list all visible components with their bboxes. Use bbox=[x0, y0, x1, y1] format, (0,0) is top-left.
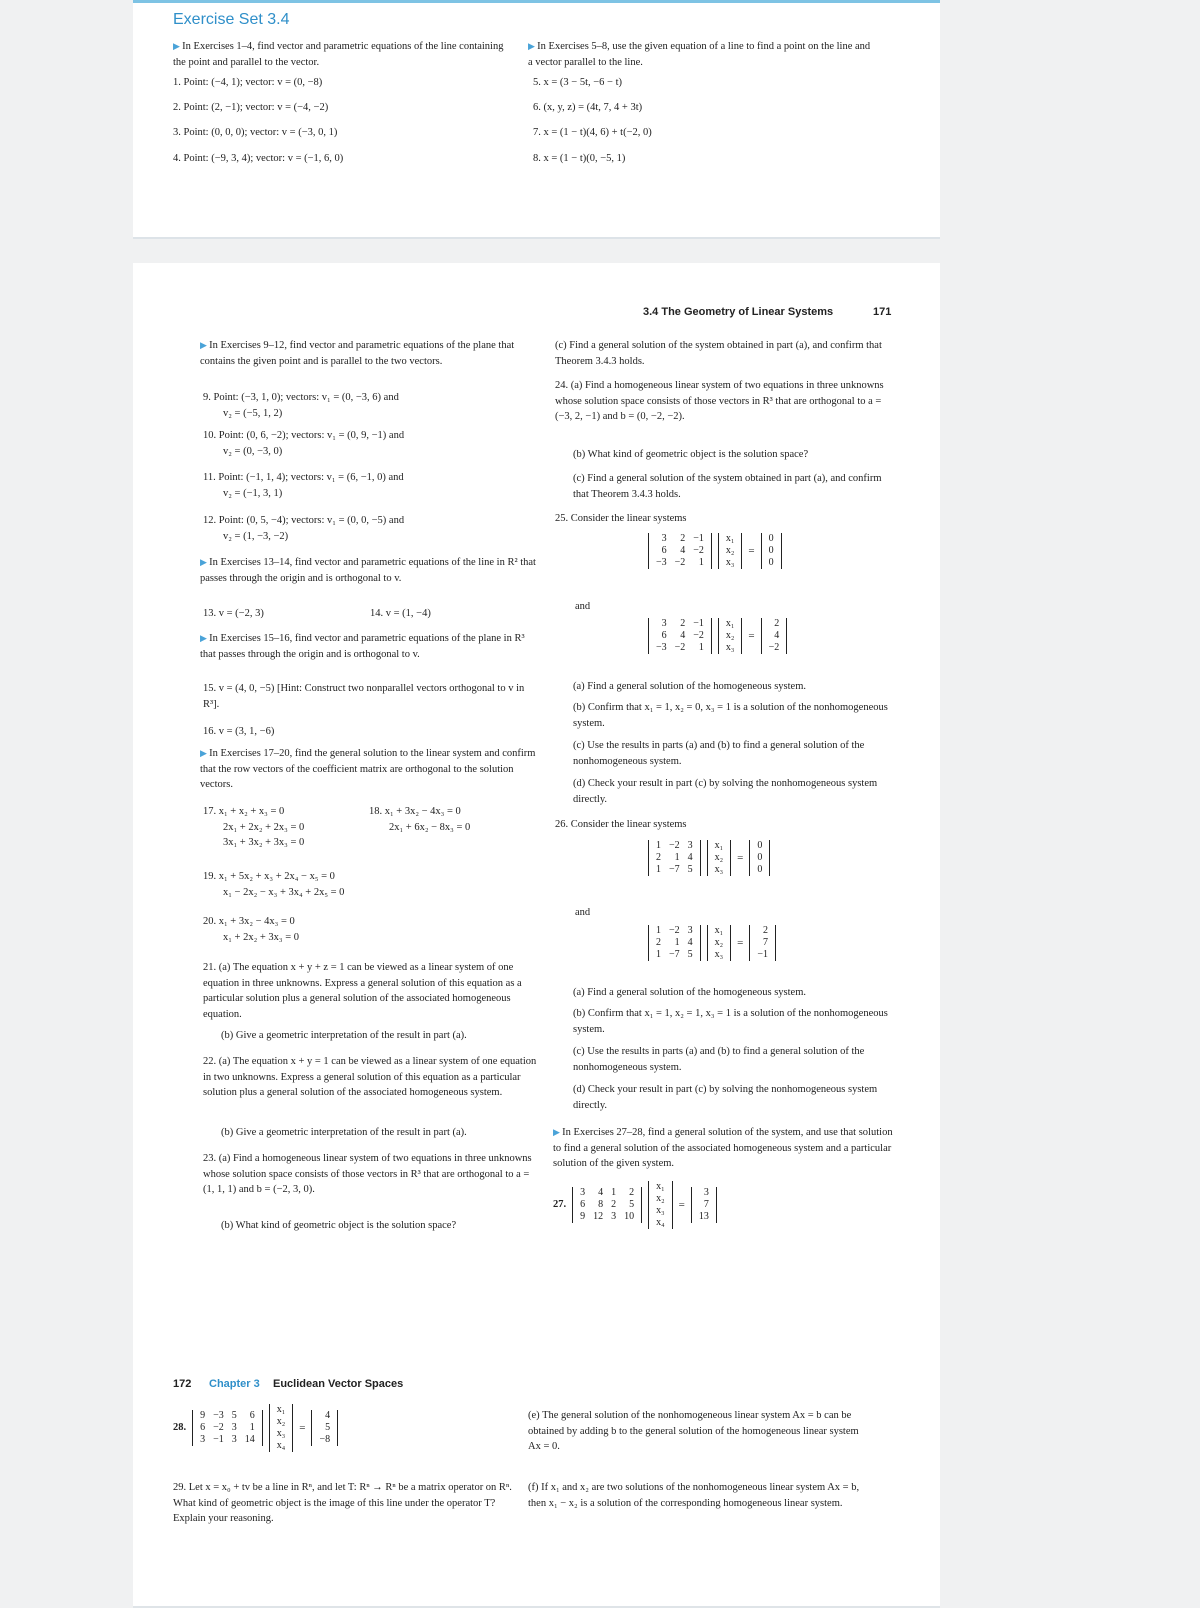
exercise-3: 3. Point: (0, 0, 0); vector: v = (−3, 0, 1) bbox=[173, 127, 338, 138]
triangle-icon: ▶ bbox=[200, 557, 210, 567]
vector-zero bbox=[749, 840, 770, 876]
matrix-entry: 9 bbox=[200, 1410, 206, 1421]
matrix-entry: 3 bbox=[661, 533, 667, 544]
matrix-entry: x₂ bbox=[656, 1193, 665, 1204]
matrix-entry: 2 bbox=[656, 937, 661, 948]
section-title: Exercise Set 3.4 bbox=[173, 11, 290, 28]
matrix-entry: −1 bbox=[757, 949, 768, 960]
exercise-23b: (b) What kind of geometric object is the solution space? bbox=[221, 1220, 457, 1231]
matrix-A bbox=[648, 533, 712, 569]
vector-x bbox=[718, 533, 743, 569]
matrix-entry: −2 bbox=[674, 557, 686, 568]
matrix-entry: 5 bbox=[325, 1422, 331, 1433]
matrix-entry: x₁ bbox=[714, 925, 724, 936]
matrix-entry: 5 bbox=[231, 1410, 237, 1421]
exercise-25d: (d) Check your result in part (c) by solving the nonhomogeneous system directly. bbox=[573, 778, 878, 805]
exercise-24b: (b) What kind of geometric object is the solution space? bbox=[573, 449, 809, 460]
vector-x bbox=[707, 925, 732, 961]
intro-27-28: ▶ In Exercises 27–28, find a general solution of the system, and use that solution to find a general solution of the associated homogeneous system and a particular solution of the given system. bbox=[553, 1127, 893, 1169]
exercise-26d: (d) Check your result in part (c) by solving the nonhomogeneous system directly. bbox=[573, 1084, 878, 1111]
exercise-26a: (a) Find a general solution of the homogeneous system. bbox=[573, 987, 806, 998]
matrix-entry: −3 bbox=[656, 557, 667, 568]
matrix-entry: 0 bbox=[768, 557, 774, 568]
exercise-12: 12. Point: (0, 5, −4); vectors: v₁ = (0, 0, −5) and v₂ = (1, −3, −2) bbox=[203, 515, 405, 542]
exercise-29: 29. Let x = x₀ + tv be a line in Rⁿ, and let T: Rⁿ → Rⁿ be a matrix operator on Rⁿ. What kind of geometric object is the image of this line under the operator T? Explain your reasoning. bbox=[173, 1482, 512, 1524]
matrix-entry: 4 bbox=[687, 937, 693, 948]
matrix-entry: 0 bbox=[757, 864, 763, 875]
matrix-entry: 7 bbox=[763, 937, 768, 948]
running-header: 3.4 The Geometry of Linear Systems bbox=[643, 306, 834, 318]
exercise-26c: (c) Use the results in parts (a) and (b) to find a general solution of the nonhomogeneous system. bbox=[573, 1046, 865, 1073]
matrix-A bbox=[192, 1410, 263, 1446]
matrix-entry: x₁ bbox=[725, 533, 735, 544]
matrix-entry: −7 bbox=[669, 949, 680, 960]
matrix-entry: 6 bbox=[249, 1410, 255, 1421]
matrix-entry: 1 bbox=[656, 840, 661, 851]
matrix-entry: x₁ bbox=[725, 618, 735, 629]
exercise-1: 1. Point: (−4, 1); vector: v = (0, −8) bbox=[173, 77, 323, 88]
exercise-15: 15. v = (4, 0, −5) [Hint: Construct two nonparallel vectors orthogonal to v in R³]. bbox=[203, 683, 525, 710]
exercise-19: 19. x₁ + 5x₂ + x₃ + 2x₄ − x₅ = 0 x₁ − 2x₂ − x₃ + 3x₄ + 2x₅ = 0 bbox=[203, 871, 345, 898]
matrix-entry: 1 bbox=[656, 864, 661, 875]
matrix-entry: 3 bbox=[611, 1211, 617, 1222]
exercise-21b: (b) Give a geometric interpretation of the result in part (a). bbox=[221, 1030, 467, 1041]
matrix-entry: 3 bbox=[703, 1187, 709, 1198]
vector-b bbox=[761, 618, 788, 654]
matrix-entry: x₃ bbox=[276, 1428, 286, 1439]
matrix-entry: x₃ bbox=[725, 642, 735, 653]
exercise-8: 8. x = (1 − t)(0, −5, 1) bbox=[533, 153, 626, 164]
matrix-entry: 3 bbox=[687, 840, 693, 851]
matrix-entry: x₂ bbox=[725, 630, 735, 641]
exercise-22a: 22. (a) The equation x + y = 1 can be viewed as a linear system of one equation in two unknowns. Express a general solution of this equation as a particular solution plus a general solution of the associated homogeneous system. bbox=[203, 1056, 537, 1098]
exercise-5: 5. x = (3 − 5t, −6 − t) bbox=[533, 77, 623, 88]
vector-x bbox=[648, 1181, 673, 1229]
system-26-nonhomogeneous: 1 −2 3 2 1 4 1 −7 5 x₁ x₂ x₃ = 2 7 −1 bbox=[648, 925, 776, 961]
matrix-entry: 2 bbox=[680, 533, 686, 544]
vector-b bbox=[749, 925, 776, 961]
page-172 bbox=[133, 1360, 940, 1553]
exercise-24a: 24. (a) Find a homogeneous linear system of two equations in three unknowns whose solution space consists of those vectors in R³ that are orthogonal to a = (−3, 2, −1) and b = (0, −2, −2). bbox=[555, 380, 884, 422]
matrix-A bbox=[648, 840, 701, 876]
matrix-entry: x₄ bbox=[656, 1217, 665, 1228]
matrix-entry: −1 bbox=[213, 1434, 224, 1445]
matrix-entry: 1 bbox=[674, 937, 680, 948]
matrix-entry: 4 bbox=[774, 630, 780, 641]
page-number: 171 bbox=[873, 306, 892, 318]
exercise-f: (f) If x₁ and x₂ are two solutions of the nonhomogeneous linear system Ax = b, then x₁ − x₂ is a solution of the corresponding homogeneous linear system. bbox=[528, 1482, 860, 1509]
intro-9-12: ▶ In Exercises 9–12, find vector and parametric equations of the plane that contains the given point and is parallel to the two vectors. bbox=[200, 340, 515, 367]
matrix-entry: −2 bbox=[669, 840, 680, 851]
matrix-entry: 9 bbox=[580, 1211, 586, 1222]
vector-x bbox=[269, 1404, 294, 1452]
matrix-entry: 3 bbox=[580, 1187, 586, 1198]
triangle-icon: ▶ bbox=[200, 340, 210, 350]
exercise-24c: (c) Find a general solution of the system obtained in part (a), and confirm that Theorem 3.4.3 holds. bbox=[573, 473, 882, 500]
matrix-entry: 6 bbox=[200, 1422, 206, 1433]
exercise-26b: (b) Confirm that x₁ = 1, x₂ = 1, x₃ = 1 is a solution of the nonhomogeneous system. bbox=[573, 1008, 888, 1035]
exercise-7: 7. x = (1 − t)(4, 6) + t(−2, 0) bbox=[533, 127, 652, 138]
matrix-entry: 0 bbox=[768, 533, 774, 544]
matrix-entry: −1 bbox=[693, 533, 704, 544]
matrix-entry: 4 bbox=[680, 630, 686, 641]
matrix-entry: 0 bbox=[768, 545, 774, 556]
exercise-25c: (c) Use the results in parts (a) and (b) to find a general solution of the nonhomogeneous system. bbox=[573, 740, 865, 767]
intro-5-8: ▶ In Exercises 5–8, use the given equation of a line to find a point on the line and a vector parallel to the line. bbox=[528, 41, 871, 68]
triangle-icon: ▶ bbox=[200, 633, 210, 643]
matrix-entry: 0 bbox=[757, 840, 763, 851]
chapter-label: Chapter 3 bbox=[209, 1378, 260, 1390]
matrix-entry: x₃ bbox=[714, 949, 724, 960]
matrix-entry: −3 bbox=[656, 642, 667, 653]
matrix-entry: 14 bbox=[244, 1434, 255, 1445]
matrix-entry: x₂ bbox=[714, 852, 724, 863]
page-exercise-set-top bbox=[133, 0, 940, 239]
matrix-entry: 5 bbox=[687, 864, 693, 875]
intro-17-20: ▶ In Exercises 17–20, find the general solution to the linear system and confirm that the row vectors of the coefficient matrix are orthogonal to the solution vectors. bbox=[200, 748, 536, 790]
matrix-entry: 4 bbox=[687, 852, 693, 863]
exercise-16: 16. v = (3, 1, −6) bbox=[203, 726, 275, 737]
intro-1-4: ▶ In Exercises 1–4, find vector and parametric equations of the line containing the point and parallel to the vector. bbox=[173, 41, 504, 68]
exercise-2: 2. Point: (2, −1); vector: v = (−4, −2) bbox=[173, 102, 329, 113]
matrix-entry: 1 bbox=[249, 1422, 255, 1433]
and-label: and bbox=[575, 601, 591, 612]
matrix-entry: 3 bbox=[687, 925, 693, 936]
matrix-entry: −8 bbox=[319, 1434, 331, 1445]
matrix-entry: x₄ bbox=[276, 1440, 286, 1451]
exercise-21a: 21. (a) The equation x + y + z = 1 can be viewed as a linear system of one equation in three unknowns. Express a general solution of this equation as a particular solution plus a general solution of the associated homogeneous equation. bbox=[203, 962, 522, 1020]
matrix-entry: −2 bbox=[674, 642, 686, 653]
matrix-entry: x₂ bbox=[725, 545, 735, 556]
exercise-20: 20. x₁ + 3x₂ − 4x₃ = 0 x₁ + 2x₂ + 3x₃ = 0 bbox=[203, 916, 299, 943]
exercise-11: 11. Point: (−1, 1, 4); vectors: v₁ = (6, −1, 0) and v₂ = (−1, 3, 1) bbox=[203, 472, 404, 499]
matrix-entry: 4 bbox=[598, 1187, 604, 1198]
matrix-A bbox=[648, 925, 701, 961]
matrix-entry: x₁ bbox=[714, 840, 724, 851]
matrix-entry: 5 bbox=[629, 1199, 635, 1210]
triangle-icon: ▶ bbox=[173, 41, 183, 51]
exercise-e: (e) The general solution of the nonhomogeneous linear system Ax = b can be obtained by adding b to the general solution of the homogeneous linear system Ax = 0. bbox=[528, 1410, 859, 1452]
matrix-entry: 1 bbox=[698, 557, 704, 568]
matrix-entry: 3 bbox=[200, 1434, 206, 1445]
exercise-17: 17. x₁ + x₂ + x₃ = 0 2x₁ + 2x₂ + 2x₃ = 0 3x₁ + 3x₂ + 3x₃ = 0 bbox=[203, 806, 305, 848]
system-27: 27. 3 4 1 2 6 8 2 5 9 12 3 10 x₁ x₂ x₃ x₄ = 3 7 13 bbox=[553, 1181, 717, 1229]
vector-x bbox=[718, 618, 743, 654]
chapter-title: Euclidean Vector Spaces bbox=[273, 1378, 404, 1390]
matrix-entry: x₃ bbox=[714, 864, 724, 875]
matrix-A bbox=[648, 618, 712, 654]
matrix-entry: 6 bbox=[580, 1199, 586, 1210]
system-28: 28. 9 −3 5 6 6 −2 3 1 3 −1 3 14 x₁ x₂ x₃ x₄ = 4 5 −8 bbox=[173, 1404, 338, 1452]
matrix-entry: x₁ bbox=[656, 1181, 665, 1192]
vector-x bbox=[707, 840, 732, 876]
matrix-entry: −2 bbox=[693, 545, 704, 556]
matrix-entry: 1 bbox=[611, 1187, 617, 1198]
matrix-entry: 1 bbox=[656, 949, 661, 960]
exercise-18: 18. x₁ + 3x₂ − 4x₃ = 0 2x₁ + 6x₂ − 8x₃ = 0 bbox=[369, 806, 471, 833]
vector-b bbox=[311, 1410, 338, 1446]
matrix-entry: 1 bbox=[656, 925, 661, 936]
matrix-entry: −2 bbox=[669, 925, 680, 936]
triangle-icon: ▶ bbox=[528, 41, 538, 51]
system-25-homogeneous: 3 2 −1 6 4 −2 −3 −2 1 x₁ x₂ x₃ = 0 0 0 bbox=[648, 533, 782, 569]
exercise-10: 10. Point: (0, 6, −2); vectors: v₁ = (0, 9, −1) and v₂ = (0, −3, 0) bbox=[203, 430, 405, 457]
matrix-entry: 1 bbox=[674, 852, 680, 863]
matrix-entry: x₂ bbox=[276, 1416, 286, 1427]
matrix-entry: 13 bbox=[698, 1211, 709, 1222]
exercise-26: 26. Consider the linear systems bbox=[555, 819, 687, 830]
matrix-entry: 4 bbox=[325, 1410, 331, 1421]
and-label: and bbox=[575, 907, 591, 918]
matrix-entry: x₁ bbox=[276, 1404, 286, 1415]
system-25-nonhomogeneous: 3 2 −1 6 4 −2 −3 −2 1 x₁ x₂ x₃ = 2 4 −2 bbox=[648, 618, 787, 654]
matrix-entry: 1 bbox=[698, 642, 704, 653]
intro-15-16: ▶ In Exercises 15–16, find vector and parametric equations of the plane in R³ that passes through the origin and is orthogonal to v. bbox=[200, 633, 525, 660]
intro-13-14: ▶ In Exercises 13–14, find vector and parametric equations of the line in R² that passes through the origin and is orthogonal to v. bbox=[200, 557, 536, 584]
vector-zero bbox=[761, 533, 782, 569]
matrix-entry: 7 bbox=[703, 1199, 709, 1210]
exercise-14: 14. v = (1, −4) bbox=[370, 608, 431, 619]
exercise-23c: (c) Find a general solution of the system obtained in part (a), and confirm that Theorem 3.4.3 holds. bbox=[555, 340, 882, 367]
matrix-entry: 8 bbox=[598, 1199, 604, 1210]
vector-b bbox=[691, 1187, 717, 1223]
matrix-entry: −2 bbox=[693, 630, 704, 641]
matrix-entry: −7 bbox=[669, 864, 680, 875]
exercise-23a: 23. (a) Find a homogeneous linear system of two equations in three unknowns whose solution space consists of those vectors in R³ that are orthogonal to a = (1, 1, 1) and b = (−2, 3, 0). bbox=[203, 1153, 532, 1195]
matrix-entry: 6 bbox=[661, 545, 667, 556]
matrix-entry: 2 bbox=[611, 1199, 617, 1210]
matrix-entry: x₃ bbox=[656, 1205, 665, 1216]
matrix-entry: −3 bbox=[213, 1410, 224, 1421]
matrix-entry: x₃ bbox=[725, 557, 735, 568]
triangle-icon: ▶ bbox=[200, 748, 210, 758]
matrix-entry: 3 bbox=[231, 1434, 237, 1445]
system-26-homogeneous: 1 −2 3 2 1 4 1 −7 5 x₁ x₂ x₃ = 0 0 0 bbox=[648, 840, 770, 876]
matrix-entry: 0 bbox=[757, 852, 763, 863]
matrix-entry: 12 bbox=[593, 1211, 604, 1222]
exercise-22b: (b) Give a geometric interpretation of the result in part (a). bbox=[221, 1127, 467, 1138]
matrix-entry: 6 bbox=[661, 630, 667, 641]
matrix-entry: 4 bbox=[680, 545, 686, 556]
matrix-A bbox=[572, 1187, 642, 1223]
matrix-entry: −2 bbox=[213, 1422, 224, 1433]
matrix-entry: 2 bbox=[680, 618, 686, 629]
matrix-entry: 10 bbox=[624, 1211, 635, 1222]
exercise-25a: (a) Find a general solution of the homogeneous system. bbox=[573, 681, 806, 692]
matrix-entry: 3 bbox=[661, 618, 667, 629]
matrix-entry: 2 bbox=[774, 618, 780, 629]
matrix-entry: 2 bbox=[629, 1187, 635, 1198]
matrix-entry: 5 bbox=[687, 949, 693, 960]
matrix-entry: −2 bbox=[768, 642, 780, 653]
matrix-entry: 2 bbox=[763, 925, 768, 936]
exercise-6: 6. (x, y, z) = (4t, 7, 4 + 3t) bbox=[533, 102, 643, 113]
exercise-25: 25. Consider the linear systems bbox=[555, 513, 687, 524]
matrix-entry: −1 bbox=[693, 618, 704, 629]
exercise-13: 13. v = (−2, 3) bbox=[203, 608, 264, 619]
footer-page-number: 172 bbox=[173, 1378, 192, 1390]
exercise-4: 4. Point: (−9, 3, 4); vector: v = (−1, 6, 0) bbox=[173, 153, 344, 164]
triangle-icon: ▶ bbox=[553, 1127, 563, 1137]
exercise-9: 9. Point: (−3, 1, 0); vectors: v₁ = (0, −3, 6) and v₂ = (−5, 1, 2) bbox=[203, 392, 399, 419]
matrix-entry: x₂ bbox=[714, 937, 724, 948]
matrix-entry: 3 bbox=[231, 1422, 237, 1433]
exercise-25b: (b) Confirm that x₁ = 1, x₂ = 0, x₃ = 1 is a solution of the nonhomogeneous system. bbox=[573, 702, 888, 729]
matrix-entry: 2 bbox=[656, 852, 661, 863]
